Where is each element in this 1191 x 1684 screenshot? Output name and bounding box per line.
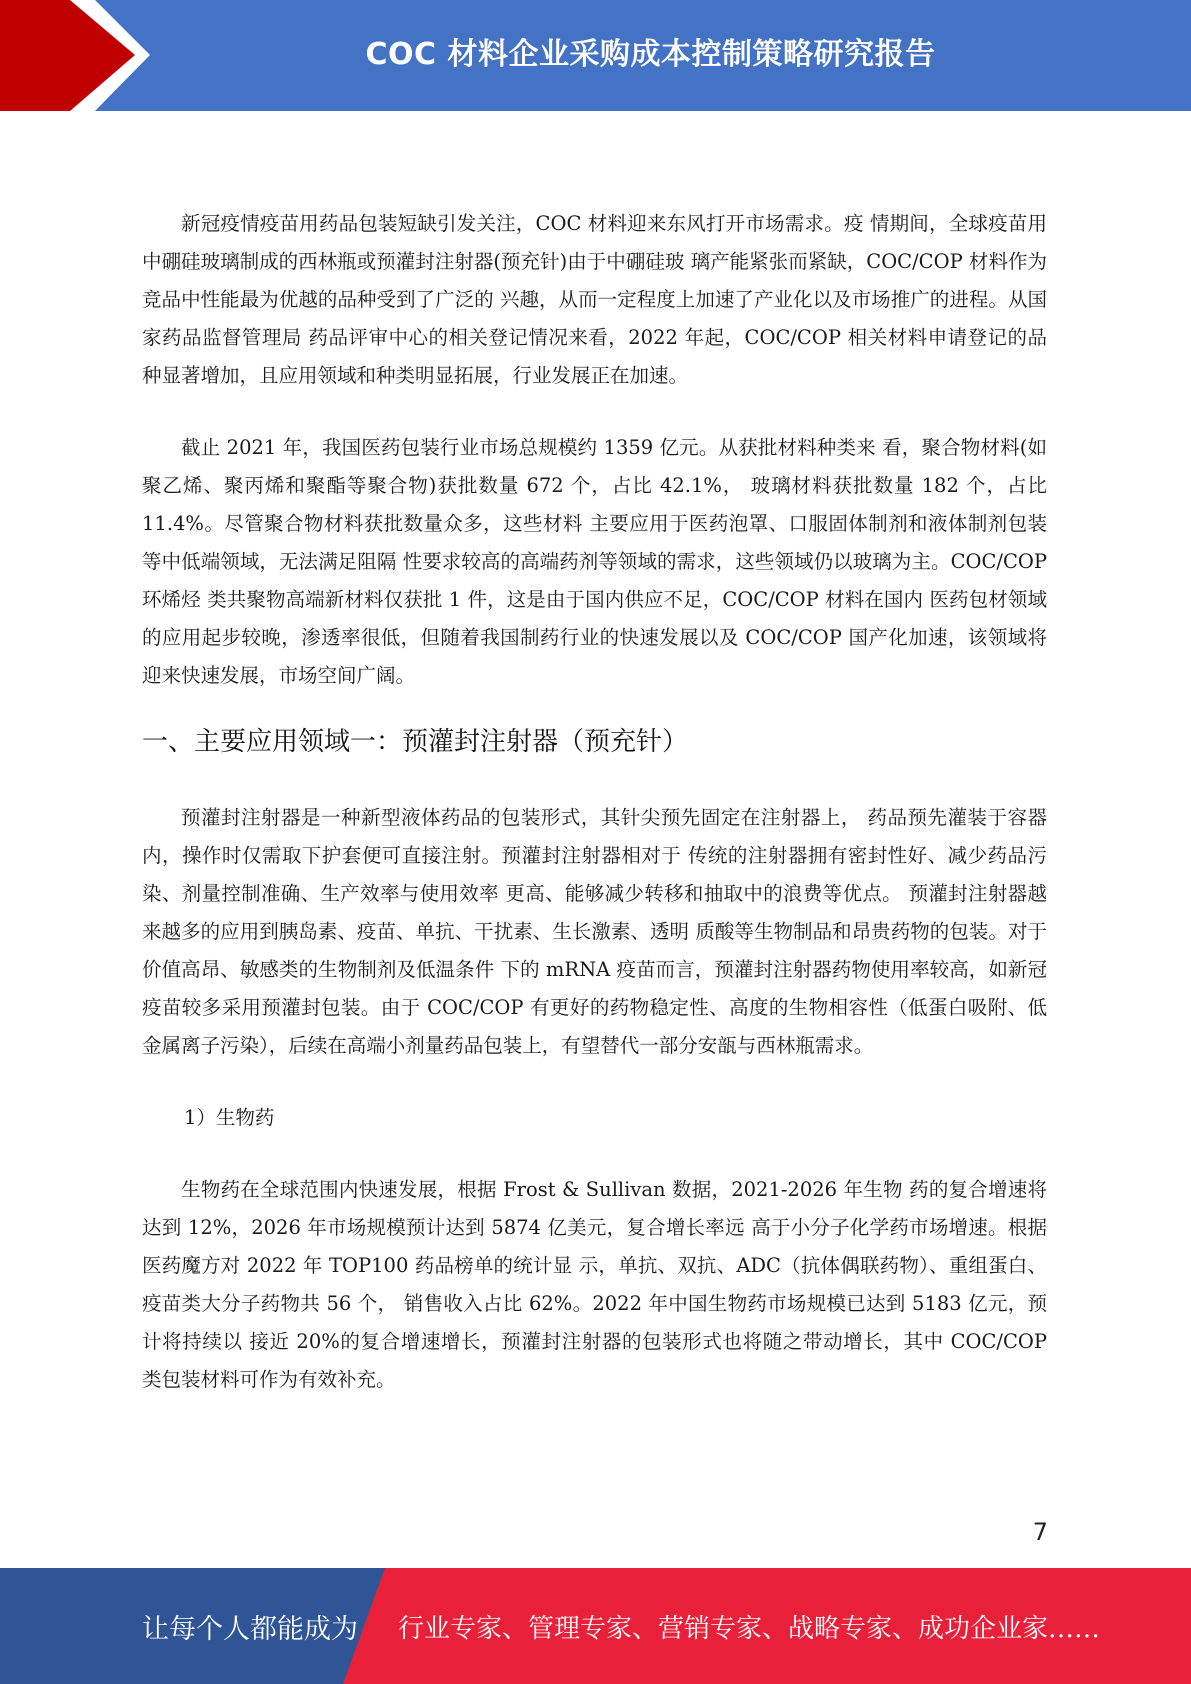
report-title: COC 材料企业采购成本控制策略研究报告 (365, 37, 936, 72)
footer-slogan-right: 行业专家、管理专家、营销专家、战略专家、成功企业家…… (398, 1613, 1101, 1644)
section-heading: 一、主要应用领域一：预灌封注射器（预充针） (142, 727, 689, 757)
page-footer (0, 1568, 1191, 1684)
page-number: 7 (1032, 1518, 1048, 1546)
footer-slogan-left: 让每个人都能成为 (142, 1613, 358, 1645)
section-paragraph: 预灌封注射器是一种新型液体药品的包装形式，其针尖预先固定在注射器上， 药品预先灌装于容器内，操作时仅需取下护套便可直接注射。预灌封注射器相对于 传统的注射器拥有密封性好、减少药品污染、剂量控制准确、生产效率与使用效率 更高、能够减少转移和抽取中的浪费等优点。 预灌封注射器越来越多的应用到胰岛素、疫苗、单抗、干扰素、生长激素、透明 质酸等生物制品和昂贵药物的包装。对于价值高昂、敏感类的生物制剂及低温条件 下的 mRNA 疫苗而言，预灌封注射器药物使用率较高，如新冠疫苗较多采用预灌封包装。由于 COC/COP 有更好的药物稳定性、高度的生物相容性（低蛋白吸附、低 金属离子污染），后续在高端小剂量药品包装上，有望替代一部分安瓿与西林瓶需求。 (142, 806, 1047, 1057)
subsection-paragraph: 生物药在全球范围内快速发展，根据 Frost & Sullivan 数据，2021-2026 年生物 药的复合增速将达到 12%，2026 年市场规模预计达到 5874 亿美元，复合增长率远 高于小分子化学药市场增速。根据医药魔方对 2022 年 TOP100 药品榜单的统计显 示，单抗、双抗、ADC（抗体偶联药物）、重组蛋白、疫苗类大分子药物共 56 个， 销售收入占比 62%。2022 年中国生物药市场规模已达到 5183 亿元，预计将持续以 接近 20%的复合增速增长，预灌封注射器的包装形式也将随之带动增长，其中 COC/COP 类包装材料可作为有效补充。 (142, 1178, 1047, 1391)
body-paragraph-1: 新冠疫情疫苗用药品包装短缺引发关注，COC 材料迎来东风打开市场需求。疫 情期间，全球疫苗用中硼硅玻璃制成的西林瓶或预灌封注射器(预充针)由于中硼硅玻 璃产能紧张而紧缺，COC/COP 材料作为竞品中性能最为优越的品种受到了广泛的 兴趣，从而一定程度上加速了产业化以及市场推广的进程。从国家药品监督管理局 药品评审中心的相关登记情况来看，2022 年起，COC/COP 相关材料申请登记的品 种显著增加，且应用领域和种类明显拓展，行业发展正在加速。 (142, 212, 1047, 387)
page-header (0, 0, 1191, 111)
subsection-heading: 1）生物药 (184, 1106, 275, 1129)
page-body (142, 205, 1047, 1399)
body-paragraph-2: 截止 2021 年，我国医药包装行业市场总规模约 1359 亿元。从获批材料种类来 看，聚合物材料(如聚乙烯、聚丙烯和聚酯等聚合物)获批数量 672 个，占比 42.1%， 玻璃材料获批数量 182 个，占比 11.4%。尽管聚合物材料获批数量众多，这些材料 主要应用于医药泡罩、口服固体制剂和液体制剂包装等中低端领域，无法满足阻隔 性要求较高的高端药剂等领域的需求，这些领域仍以玻璃为主。COC/COP 环烯烃 类共聚物高端新材料仅获批 1 件，这是由于国内供应不足，COC/COP 材料在国内 医药包材领域的应用起步较晚，渗透率很低，但随着我国制药行业的快速发展以及 COC/COP 国产化加速，该领域将迎来快速发展，市场空间广阔。 (142, 436, 1047, 687)
